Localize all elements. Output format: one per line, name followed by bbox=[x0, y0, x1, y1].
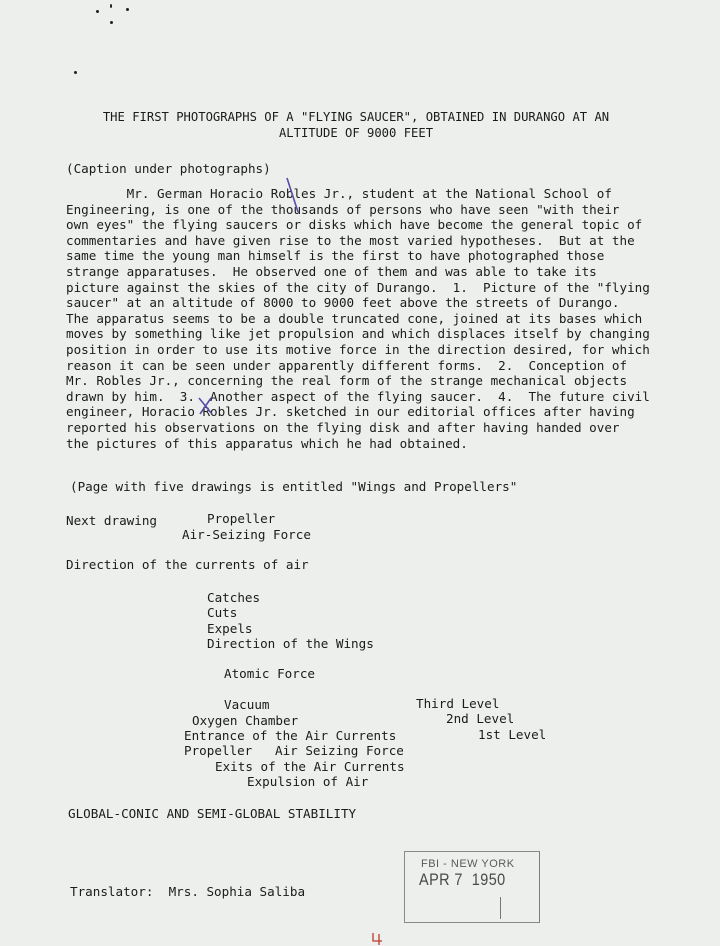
body-line: the pictures of this apparatus which he had obtained. bbox=[66, 435, 468, 451]
exits-air-label: Exits of the Air Currents bbox=[215, 759, 405, 774]
body-line: strange apparatuses. He observed one of them and was able to take its bbox=[66, 263, 597, 279]
fbi-received-stamp bbox=[404, 851, 540, 923]
stamp-agency: FBI - NEW YORK bbox=[421, 858, 515, 870]
direction-currents-label: Direction of the currents of air bbox=[66, 557, 309, 572]
atomic-force-label: Atomic Force bbox=[224, 666, 315, 681]
pen-mark-2 bbox=[196, 395, 216, 417]
second-level-label: 2nd Level bbox=[446, 711, 515, 726]
body-line: position in order to use its motive force in the direction desired, for which bbox=[66, 341, 650, 357]
body-line: same time the young man himself is the first to have photographed those bbox=[66, 248, 605, 264]
entrance-air-label: Entrance of the Air Currents bbox=[184, 728, 397, 743]
first-level-label: 1st Level bbox=[478, 727, 547, 742]
red-pen-mark bbox=[370, 932, 386, 946]
third-level-label: Third Level bbox=[416, 696, 500, 711]
air-seizing-force-label: Air-Seizing Force bbox=[182, 527, 311, 542]
propeller-label: Propeller bbox=[207, 511, 276, 526]
expels-label: Expels bbox=[207, 621, 253, 636]
body-line: engineer, Horacio Robles Jr. sketched in our editorial offices after having bbox=[66, 404, 635, 420]
document-title-line-1: THE FIRST PHOTOGRAPHS OF A "FLYING SAUCER", OBTAINED IN DURANGO AT AN bbox=[102, 110, 610, 124]
body-line: drawn by him. 3. Another aspect of the flying saucer. 4. The future civil bbox=[66, 388, 650, 404]
body-line: reported his observations on the flying disk and after having handed over bbox=[66, 419, 620, 435]
propeller-seizing-label: Propeller Air Seizing Force bbox=[184, 743, 404, 758]
next-drawing-label: Next drawing bbox=[66, 513, 157, 528]
pen-mark-1 bbox=[284, 176, 304, 216]
body-line: moves by something like jet propulsion and which displaces itself by changing bbox=[66, 326, 650, 342]
body-paragraph bbox=[66, 186, 676, 451]
oxygen-chamber-label: Oxygen Chamber bbox=[192, 713, 299, 728]
stamp-divider bbox=[500, 897, 501, 919]
stability-heading: GLOBAL-CONIC AND SEMI-GLOBAL STABILITY bbox=[68, 806, 357, 821]
body-line: Engineering, is one of the thousands of persons who have seen "with their bbox=[66, 201, 620, 217]
caption-note: (Caption under photographs) bbox=[66, 161, 271, 176]
body-line: The apparatus seems to be a double truncated cone, joined at its bases which bbox=[66, 310, 643, 326]
body-line: Mr. German Horacio Robles Jr., student at the National School of bbox=[66, 186, 612, 201]
body-line: commentaries and have given rise to the most varied hypotheses. But at the bbox=[66, 232, 635, 248]
body-line: saucer" at an altitude of 8000 to 9000 feet above the streets of Durango. bbox=[66, 295, 620, 311]
document-title-line-2: ALTITUDE OF 9000 FEET bbox=[278, 126, 434, 140]
body-line: picture against the skies of the city of Durango. 1. Picture of the "flying bbox=[66, 279, 650, 295]
stamp-date: APR 7 1950 bbox=[419, 870, 506, 889]
catches-label: Catches bbox=[207, 590, 261, 605]
body-line: reason it can be seen under apparently different forms. 2. Conception of bbox=[66, 357, 628, 373]
expulsion-air-label: Expulsion of Air bbox=[247, 774, 369, 789]
cuts-label: Cuts bbox=[207, 605, 238, 620]
body-line: Mr. Robles Jr., concerning the real form of the strange mechanical objects bbox=[66, 373, 628, 389]
translator-line: Translator: Mrs. Sophia Saliba bbox=[70, 884, 306, 899]
vacuum-label: Vacuum bbox=[224, 697, 270, 712]
page-note: (Page with five drawings is entitled "Wings and Propellers" bbox=[70, 479, 518, 494]
direction-wings-label: Direction of the Wings bbox=[207, 636, 374, 651]
body-line: own eyes" the flying saucers or disks which have become the general topic of bbox=[66, 217, 643, 233]
